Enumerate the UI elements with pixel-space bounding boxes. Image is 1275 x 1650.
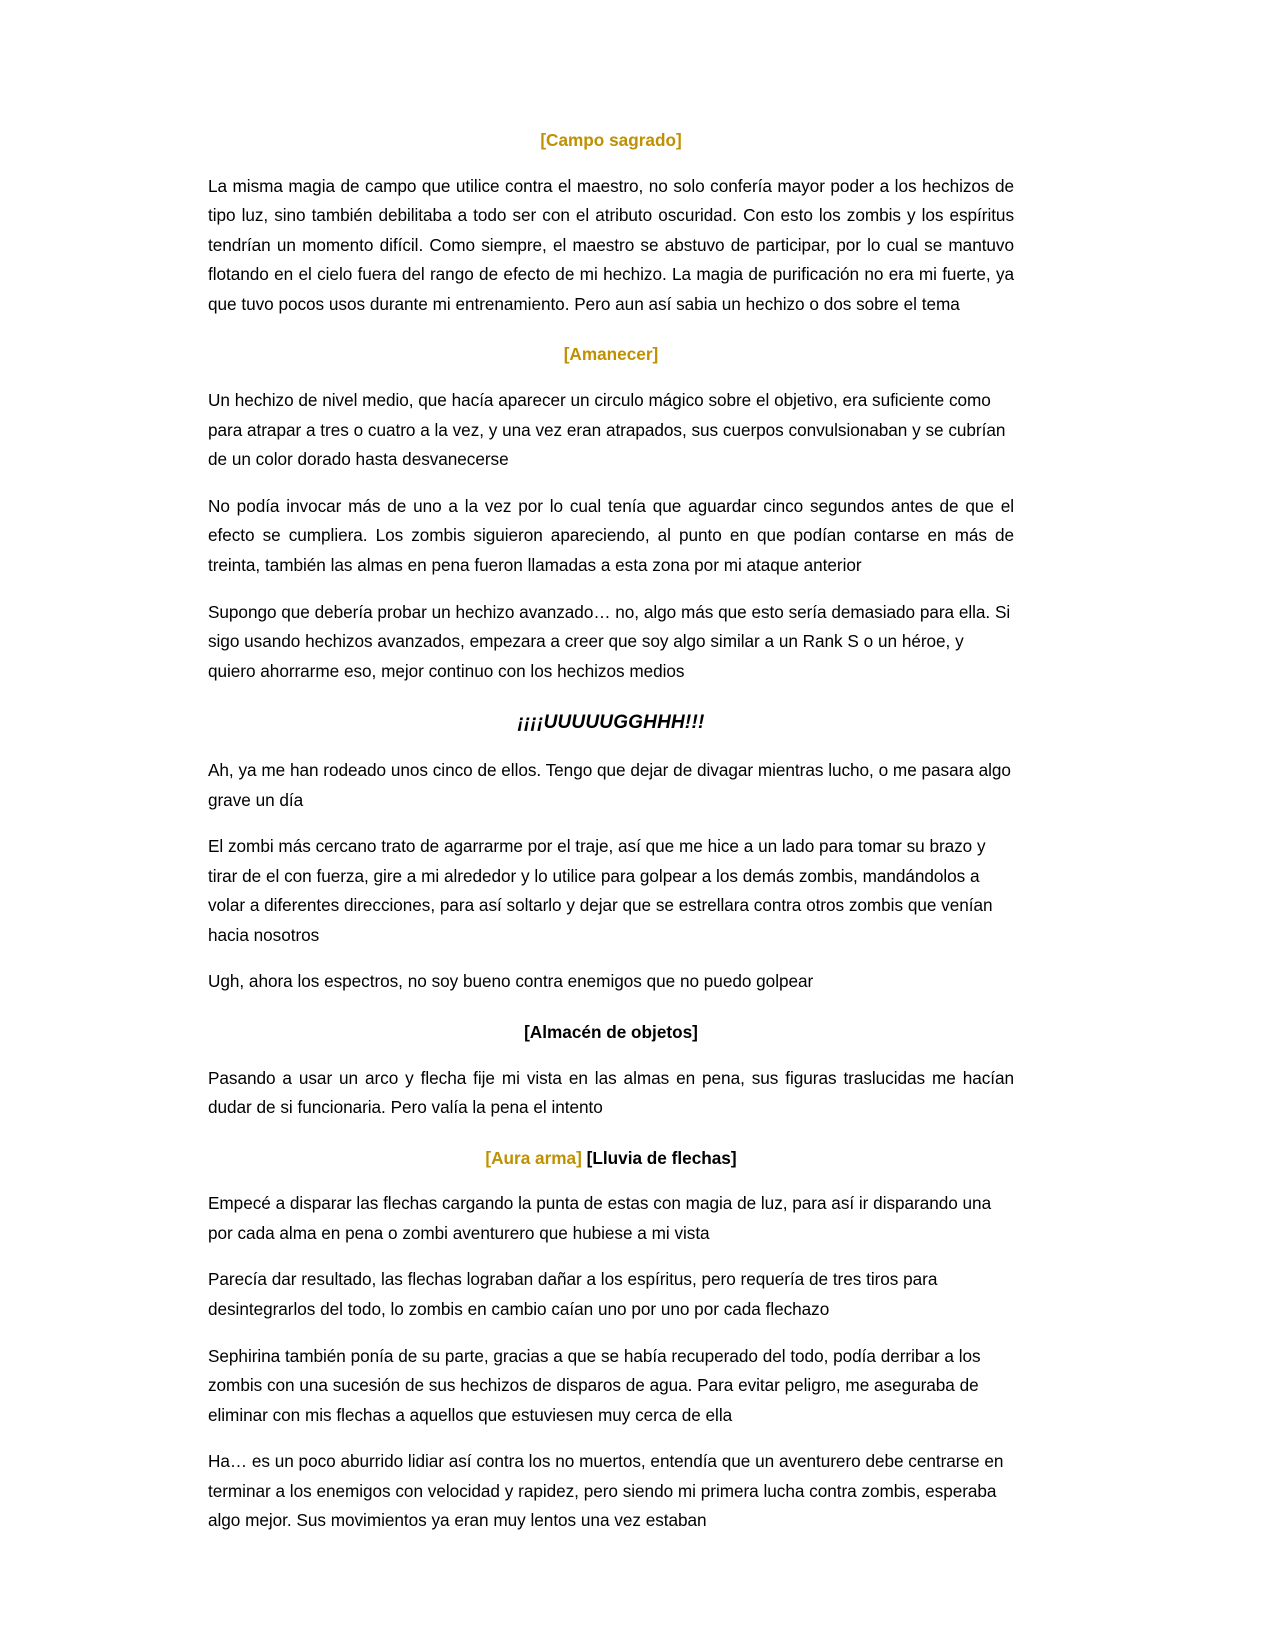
paragraph-9: Empecé a disparar las flechas cargando la punta de estas con magia de luz, para así ir disparando una por cada alma en pena o zombi aventurero que hubiese a mi vista	[208, 1193, 992, 1243]
paragraph-10: Parecía dar resultado, las flechas lograban dañar a los espíritus, pero requería de tres tiros para desintegrarlos del todo, lo zombis en cambio caían uno por uno por cada flechazo	[208, 1269, 938, 1320]
document-body	[208, 126, 1014, 1536]
paragraph-4: Supongo que debería probar un hechizo avanzado… no, algo más que esto sería demasiado para ella. Si sigo usando hechizos avanzados, empezara a creer que soy algo similar a un Rank S o un héroe, y quiero ahorrarme eso, mejor continuo con los hechizos medios	[208, 601, 1011, 681]
heading-lluvia-de-flechas: [Lluvia de flechas]	[586, 1147, 737, 1168]
paragraph-6: El zombi más cercano trato de agarrarme por el traje, así que me hice a un lado para tomar su brazo y tirar de el con fuerza, gire a mi alrededor y lo utilice para golpear a los demás zombis, mandándolos a volar a diferentes direcciones, para así soltarlo y dejar que se estrellara contra otros zombis que venían hacia nosotros	[208, 836, 993, 945]
paragraph-8: Pasando a usar un arco y flecha fije mi vista en las almas en pena, sus figuras traslucidas me hacían dudar de si funcionaria. Pero valía la pena el intento	[208, 1067, 1014, 1118]
paragraph-7: Ugh, ahora los espectros, no soy bueno contra enemigos que no puedo golpear	[208, 971, 814, 992]
paragraph-1: La misma magia de campo que utilice contra el maestro, no solo confería mayor poder a los hechizos de tipo luz, sino también debilitaba a todo ser con el atributo oscuridad. Con esto los zombis y los espíritus tendrían un momento difícil. Como siempre, el maestro se abstuvo de participar, por lo cual se mantuvo flotando en el cielo fuera del rango de efecto de mi hechizo. La magia de purificación no era mi fuerte, ya que tuvo pocos usos durante mi entrenamiento. Pero aun así sabia un hechizo o dos sobre el tema	[208, 175, 1014, 314]
sound-effect-ugh: ¡¡¡¡UUUUUGGHHH!!!	[517, 712, 705, 734]
heading-campo-sagrado: [Campo sagrado]	[540, 130, 682, 150]
heading-almacen-de-objetos: [Almacén de objetos]	[524, 1021, 698, 1042]
paragraph-5: Ah, ya me han rodeado unos cinco de ellos. Tengo que dejar de divagar mientras lucho, o me pasara algo grave un día	[208, 759, 1011, 810]
paragraph-11: Sephirina también ponía de su parte, gracias a que se había recuperado del todo, podía derribar a los zombis con una sucesión de sus hechizos de disparos de agua. Para evitar peligro, me aseguraba de eliminar con mis flechas a aquellos que estuviesen muy cerca de ella	[208, 1345, 981, 1425]
heading-aura-arma	[208, 1144, 1014, 1174]
paragraph-12: Ha… es un poco aburrido lidiar así contra los no muertos, entendía que un aventurero debe centrarse en terminar a los enemigos con velocidad y rapidez, pero siendo mi primera lucha contra zombis, esperaba algo mejor. Sus movimientos ya eran muy lentos una vez estaban	[208, 1451, 1004, 1531]
paragraph-2: Un hechizo de nivel medio, que hacía aparecer un circulo mágico sobre el objetivo, era suficiente como para atrapar a tres o cuatro a la vez, y una vez eran atrapados, sus cuerpos convulsionaban y se cubrían de un color dorado hasta desvanecerse	[208, 390, 1006, 470]
paragraph-3: No podía invocar más de uno a la vez por lo cual tenía que aguardar cinco segundos antes de que el efecto se cumpliera. Los zombis siguieron apareciendo, al punto en que podían contarse en más de treinta, también las almas en pena fueron llamadas a esta zona por mi ataque anterior	[208, 495, 1014, 575]
heading-amanecer: [Amanecer]	[563, 344, 659, 365]
heading-aura-arma-gold: [Aura arma]	[485, 1147, 582, 1168]
